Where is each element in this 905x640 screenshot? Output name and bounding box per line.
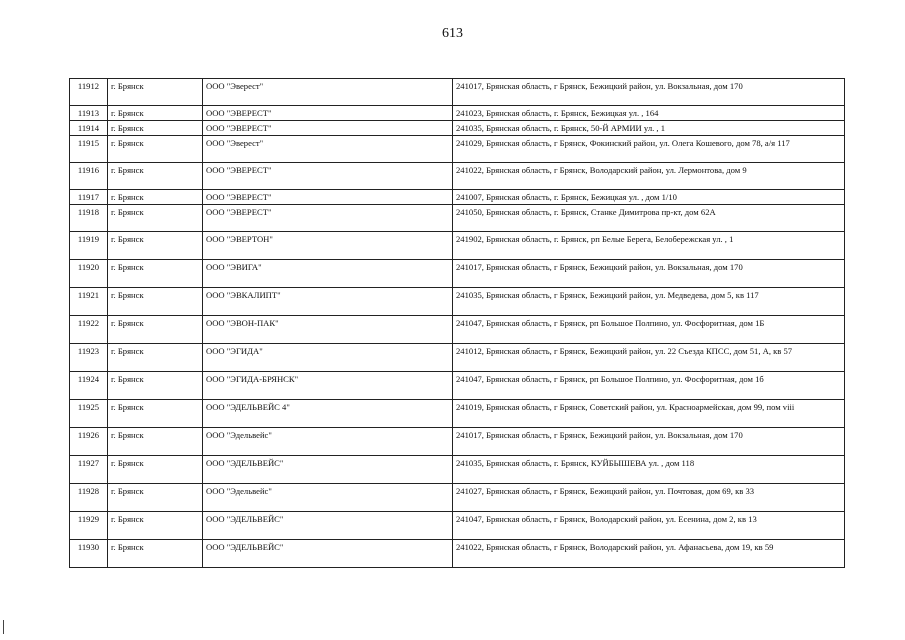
table-row: [70, 106, 845, 121]
row-number: 11918: [70, 205, 108, 232]
row-organization: ООО "ЭВЕРЕСТ": [203, 190, 453, 205]
row-number: 11925: [70, 400, 108, 428]
row-city: г. Брянск: [108, 344, 203, 372]
table-row: [70, 512, 845, 540]
row-number: 11913: [70, 106, 108, 121]
row-organization: ООО "ЭГИДА": [203, 344, 453, 372]
row-city: г. Брянск: [108, 106, 203, 121]
row-city: г. Брянск: [108, 316, 203, 344]
row-address: 241027, Брянская область, г Брянск, Бежицкий район, ул. Почтовая, дом 69, кв 33: [453, 484, 845, 512]
row-number: 11920: [70, 260, 108, 288]
row-city: г. Брянск: [108, 121, 203, 136]
table-row: [70, 260, 845, 288]
row-city: г. Брянск: [108, 428, 203, 456]
row-organization: ООО "Эдельвейс": [203, 428, 453, 456]
row-city: г. Брянск: [108, 512, 203, 540]
table-row: [70, 372, 845, 400]
table-row: [70, 190, 845, 205]
table-row: [70, 484, 845, 512]
table-row: [70, 136, 845, 163]
row-number: 11915: [70, 136, 108, 163]
row-city: г. Брянск: [108, 260, 203, 288]
row-address: 241022, Брянская область, г Брянск, Володарский район, ул. Лермонтова, дом 9: [453, 163, 845, 190]
row-number: 11927: [70, 456, 108, 484]
row-city: г. Брянск: [108, 79, 203, 106]
row-organization: ООО "ЭВОН-ПАК": [203, 316, 453, 344]
row-city: г. Брянск: [108, 136, 203, 163]
row-city: г. Брянск: [108, 400, 203, 428]
row-address: 241047, Брянская область, г Брянск, рп Большое Полпино, ул. Фосфоритная, дом 1б: [453, 372, 845, 400]
row-organization: ООО "ЭВКАЛИПТ": [203, 288, 453, 316]
table-row: [70, 428, 845, 456]
row-organization: ООО "ЭДЕЛЬВЕЙС": [203, 512, 453, 540]
row-city: г. Брянск: [108, 540, 203, 568]
table-row: [70, 456, 845, 484]
row-organization: ООО "ЭВЕРЕСТ": [203, 121, 453, 136]
row-number: 11912: [70, 79, 108, 106]
row-number: 11926: [70, 428, 108, 456]
row-city: г. Брянск: [108, 205, 203, 232]
row-address: 241035, Брянская область, г. Брянск, 50-Й АРМИИ ул. , 1: [453, 121, 845, 136]
row-organization: ООО "ЭДЕЛЬВЕЙС": [203, 456, 453, 484]
row-city: г. Брянск: [108, 232, 203, 260]
row-address: 241035, Брянская область, г Брянск, Бежицкий район, ул. Медведева, дом 5, кв 117: [453, 288, 845, 316]
row-city: г. Брянск: [108, 163, 203, 190]
row-number: 11928: [70, 484, 108, 512]
row-address: 241902, Брянская область, г. Брянск, рп Белые Берега, Белобережская ул. , 1: [453, 232, 845, 260]
row-address: 241017, Брянская область, г Брянск, Бежицкий район, ул. Вокзальная, дом 170: [453, 79, 845, 106]
table-row: [70, 163, 845, 190]
row-organization: ООО "ЭВЕРЕСТ": [203, 205, 453, 232]
row-organization: ООО "Эдельвейс": [203, 484, 453, 512]
row-number: 11914: [70, 121, 108, 136]
row-number: 11924: [70, 372, 108, 400]
table-row: [70, 288, 845, 316]
row-city: г. Брянск: [108, 456, 203, 484]
row-address: 241023, Брянская область, г. Брянск, Бежицкая ул. , 164: [453, 106, 845, 121]
row-address: 241017, Брянская область, г Брянск, Бежицкий район, ул. Вокзальная, дом 170: [453, 428, 845, 456]
row-organization: ООО "ЭВЕРЕСТ": [203, 163, 453, 190]
row-address: 241047, Брянская область, г Брянск, рп Большое Полпино, ул. Фосфоритная, дом 1Б: [453, 316, 845, 344]
registry-table: [69, 78, 845, 568]
row-address: 241007, Брянская область, г. Брянск, Бежицкая ул. , дом 1/10: [453, 190, 845, 205]
row-number: 11919: [70, 232, 108, 260]
table-row: [70, 79, 845, 106]
row-address: 241012, Брянская область, г Брянск, Бежицкий район, ул. 22 Съезда КПСС, дом 51, А, кв 57: [453, 344, 845, 372]
page-number: 613: [442, 26, 463, 41]
row-city: г. Брянск: [108, 288, 203, 316]
row-number: 11921: [70, 288, 108, 316]
row-city: г. Брянск: [108, 190, 203, 205]
table-row: [70, 400, 845, 428]
margin-mark: [3, 620, 4, 634]
row-number: 11917: [70, 190, 108, 205]
row-city: г. Брянск: [108, 372, 203, 400]
row-organization: ООО "ЭВЕРТОН": [203, 232, 453, 260]
row-number: 11922: [70, 316, 108, 344]
row-number: 11923: [70, 344, 108, 372]
row-address: 241047, Брянская область, г Брянск, Володарский район, ул. Есенина, дом 2, кв 13: [453, 512, 845, 540]
row-number: 11930: [70, 540, 108, 568]
table-row: [70, 540, 845, 568]
row-organization: ООО "ЭДЕЛЬВЕЙС 4": [203, 400, 453, 428]
row-organization: ООО "ЭВЕРЕСТ": [203, 106, 453, 121]
row-address: 241019, Брянская область, г Брянск, Советский район, ул. Красноармейская, дом 99, пом viii: [453, 400, 845, 428]
row-address: 241017, Брянская область, г Брянск, Бежицкий район, ул. Вокзальная, дом 170: [453, 260, 845, 288]
table-row: [70, 316, 845, 344]
table-row: [70, 205, 845, 232]
table-row: [70, 232, 845, 260]
row-organization: ООО "ЭГИДА-БРЯНСК": [203, 372, 453, 400]
row-city: г. Брянск: [108, 484, 203, 512]
row-organization: ООО "ЭДЕЛЬВЕЙС": [203, 540, 453, 568]
registry-table-body: [70, 79, 845, 568]
row-address: 241022, Брянская область, г Брянск, Володарский район, ул. Афанасьева, дом 19, кв 59: [453, 540, 845, 568]
table-row: [70, 121, 845, 136]
row-address: 241029, Брянская область, г Брянск, Фокинский район, ул. Олега Кошевого, дом 78, а/я 117: [453, 136, 845, 163]
row-address: 241050, Брянская область, г. Брянск, Станке Димитрова пр-кт, дом 62А: [453, 205, 845, 232]
table-row: [70, 344, 845, 372]
row-organization: ООО "Эверест": [203, 136, 453, 163]
row-organization: ООО "Эверест": [203, 79, 453, 106]
row-number: 11916: [70, 163, 108, 190]
row-number: 11929: [70, 512, 108, 540]
row-address: 241035, Брянская область, г. Брянск, КУЙБЫШЕВА ул. , дом 118: [453, 456, 845, 484]
row-organization: ООО "ЭВИГА": [203, 260, 453, 288]
